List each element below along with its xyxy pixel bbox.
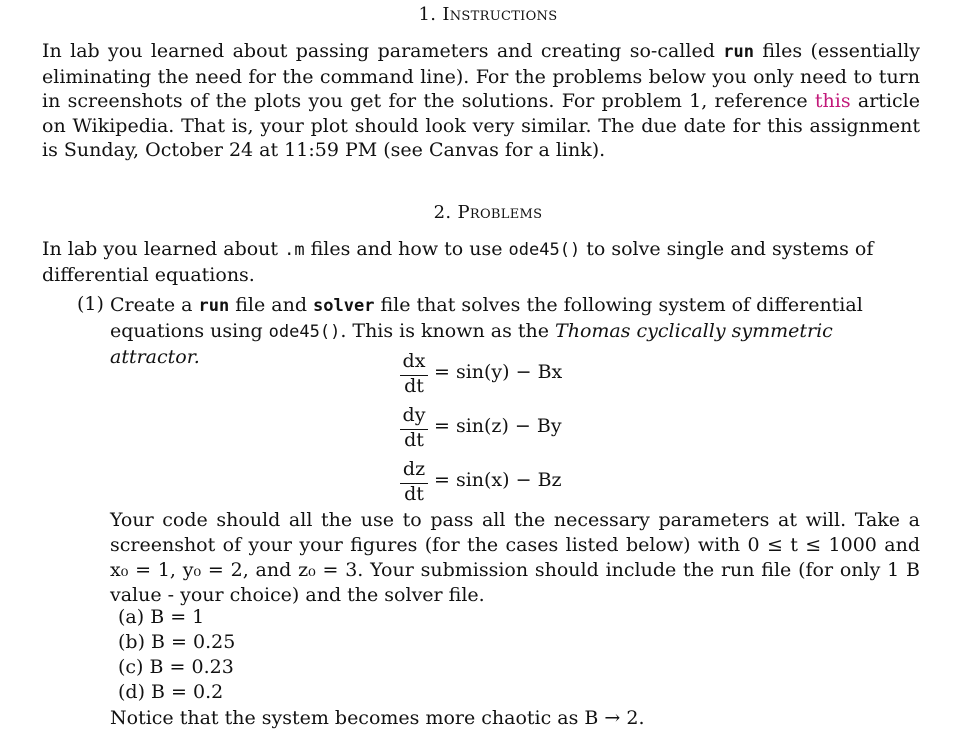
code-run: run: [723, 42, 754, 62]
problems-intro-paragraph: [42, 237, 920, 287]
problem-1-text: [110, 293, 920, 370]
intro-text-3: to solve single and systems of differential equations.: [42, 238, 874, 286]
instructions-text-2: files (essentially eliminating the need for the command line). For the problems below you only need to turn in screenshots of the plots you get for the solutions. For problem 1, reference: [42, 40, 921, 112]
case-label: (d): [118, 681, 145, 703]
instructions-text-3: article on Wikipedia. That is, your plot should look very similar. The due date for this assignment is Sunday, October 24 at 11:59 PM (see Canvas for a link).: [42, 90, 920, 161]
problem-text-1: Create a: [110, 294, 199, 316]
section-1-number: 1.: [418, 4, 437, 25]
code-ode45-2: ode45(): [268, 322, 341, 342]
case-value: B = 0.25: [151, 631, 236, 653]
submission-instructions: Your code should all the use to pass all the necessary parameters at will. Take a screenshot of your your figures (for the cases listed below) with 0 ≤ t ≤ 1000 and x₀ = 1, y₀ = 2, and z₀ = 3. Your submission should include the run file (for only 1 B value - your choice) and the solver file.: [110, 509, 920, 606]
section-1-title: Instructions: [442, 4, 558, 25]
code-solver: solver: [313, 296, 375, 316]
code-m: .m: [284, 240, 305, 260]
chaos-note: Notice that the system becomes more chaotic as B → 2.: [110, 707, 645, 729]
equation-rhs: = sin(x) − Bz: [434, 469, 562, 491]
code-ode45: ode45(): [508, 240, 581, 260]
problem-text-2: file and: [229, 294, 314, 316]
case-a: [118, 606, 204, 628]
equation-rhs: = sin(z) − By: [434, 415, 562, 437]
problem-1-number: (1): [77, 293, 104, 315]
case-label: (c): [118, 656, 144, 678]
fraction-denominator: dt: [404, 483, 424, 505]
attractor-name: Thomas cyclically symmetric attractor.: [110, 320, 833, 368]
case-b: [118, 631, 235, 653]
intro-text-1: In lab you learned about: [42, 238, 285, 260]
fraction-denominator: dt: [404, 429, 424, 451]
code-run-2: run: [198, 296, 230, 316]
case-label: (b): [118, 631, 145, 653]
case-c: [118, 656, 234, 678]
section-2-number: 2.: [433, 202, 452, 223]
equation-rhs: = sin(y) − Bx: [434, 361, 563, 383]
case-value: B = 0.23: [149, 656, 234, 678]
section-2-title: Problems: [457, 202, 543, 223]
wikipedia-link[interactable]: this: [814, 90, 851, 112]
case-value: B = 0.2: [151, 681, 224, 703]
case-d: [118, 681, 223, 703]
problem-text-4: . This is known as the: [340, 320, 556, 342]
problem-text-3: file that solves the following system of differential equations using: [110, 294, 863, 342]
fraction-numerator: dx: [402, 350, 426, 372]
instructions-paragraph: [42, 39, 920, 163]
case-label: (a): [118, 606, 145, 628]
section-1-heading: [0, 4, 976, 25]
intro-text-2: files and how to use: [304, 238, 509, 260]
instructions-text-1: In lab you learned about passing parameters and creating so-called: [42, 40, 724, 62]
fraction-numerator: dz: [402, 458, 426, 480]
fraction-numerator: dy: [402, 404, 426, 426]
case-value: B = 1: [150, 606, 205, 628]
section-2-heading: [0, 202, 976, 223]
fraction-denominator: dt: [404, 375, 424, 397]
